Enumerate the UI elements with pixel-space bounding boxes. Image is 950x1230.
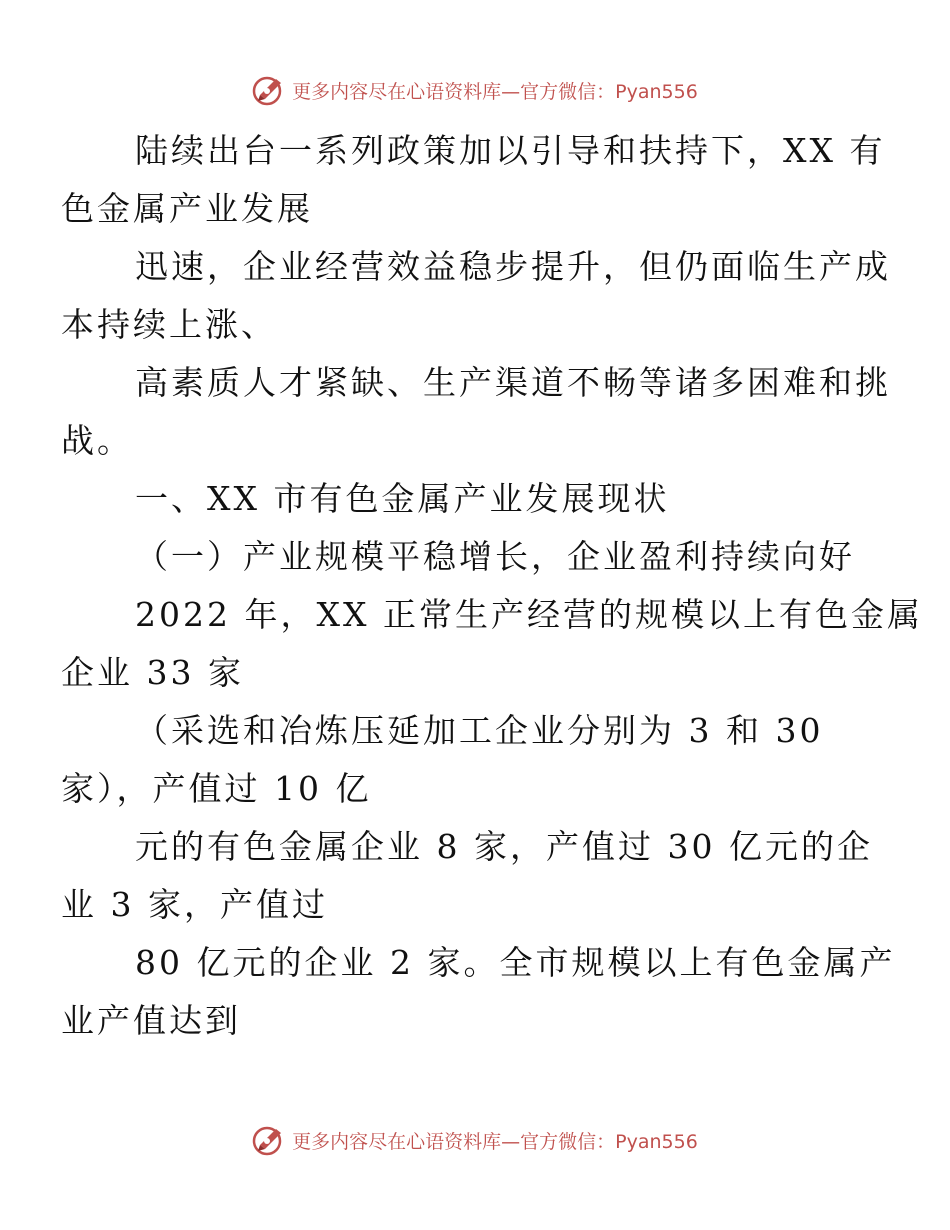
paragraph <box>61 586 923 702</box>
paragraph <box>61 818 873 934</box>
text-line: 陆续出台一系列政策加以引导和扶持下，XX 有 <box>135 131 886 170</box>
banner-text <box>292 1127 698 1154</box>
text-line: 业产值达到 <box>61 1001 241 1040</box>
wechat-id: Pyan556 <box>615 1130 698 1153</box>
banner-label: 更多内容尽在心语资料库—官方微信： <box>292 80 616 103</box>
text-line: 色金属产业发展 <box>61 189 313 228</box>
paragraph <box>61 122 886 238</box>
paragraph <box>61 238 891 354</box>
text-line: 80 亿元的企业 2 家。全市规模以上有色金属产 <box>135 943 896 982</box>
text-line: 业 3 家，产值过 <box>61 885 328 924</box>
footer-banner <box>0 1120 950 1160</box>
pen-logo-icon <box>252 73 286 107</box>
text-line: 家），产值过 10 亿 <box>61 769 372 808</box>
paragraph <box>61 702 858 818</box>
text-line: （采选和冶炼压延加工企业分别为 3 和 30 <box>135 711 824 750</box>
text-line: 元的有色金属企业 8 家，产值过 30 亿元的企 <box>135 827 873 866</box>
header-banner <box>0 70 950 110</box>
heading-line: 一、XX 市有色金属产业发展现状 <box>135 479 670 518</box>
text-line: 本持续上涨、 <box>61 305 277 344</box>
heading-line: （一）产业规模平稳增长，企业盈利持续向好 <box>135 537 855 576</box>
text-line: 高素质人才紧缺、生产渠道不畅等诸多困难和挑 <box>135 363 891 402</box>
text-line: 战。 <box>61 421 133 460</box>
text-line: 迅速，企业经营效益稳步提升，但仍面临生产成 <box>135 247 891 286</box>
wechat-id: Pyan556 <box>615 80 698 103</box>
text-line: 企业 33 家 <box>61 653 244 692</box>
pen-logo-icon <box>252 1123 286 1157</box>
section-heading <box>98 470 858 528</box>
document-body <box>61 122 923 1050</box>
banner-text <box>292 77 698 104</box>
subsection-heading <box>98 528 858 586</box>
paragraph <box>61 354 891 470</box>
banner-label: 更多内容尽在心语资料库—官方微信： <box>292 1130 616 1153</box>
paragraph <box>61 934 896 1050</box>
text-line: 2022 年，XX 正常生产经营的规模以上有色金属 <box>135 595 923 634</box>
